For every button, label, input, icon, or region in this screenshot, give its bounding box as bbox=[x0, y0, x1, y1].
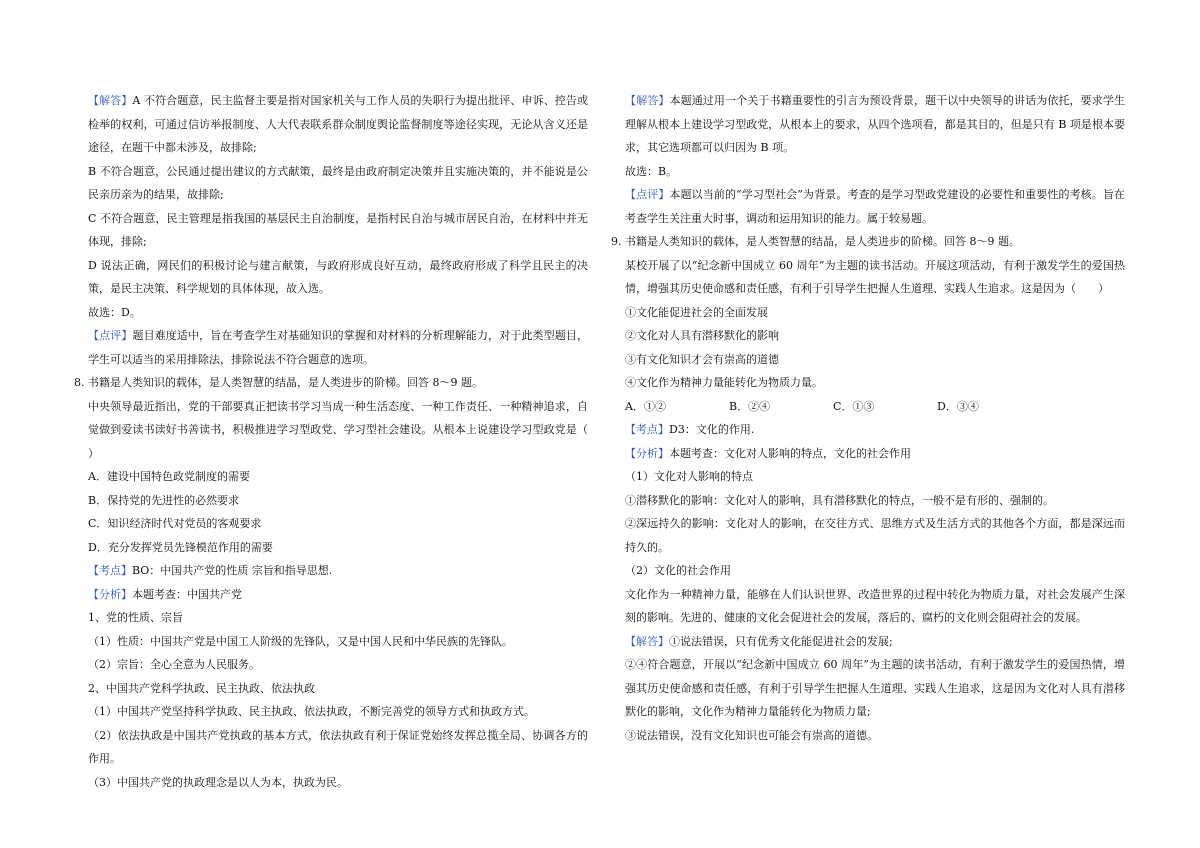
analysis-line: 2、中国共产党科学执政、民主执政、依法执政 bbox=[88, 681, 315, 695]
analysis-line: 1、党的性质、宗旨 bbox=[88, 611, 183, 624]
analysis-line: 文化作为一种精神力量，能够在人们认识世界、改造世界的过程中转化为物质力量，对社会发展产生深刻的影响。先进的、健康的文化会促进社会的发展，落后的、腐朽的文化则会阻碍社会的发展。 bbox=[625, 587, 1125, 624]
answer-option-c: C 不符合题意，民主管理是指我国的基层民主自治制度，是指村民自治与城市居民自治，在材料中并无体现，排除; bbox=[88, 211, 588, 248]
knowledge-text: BO：中国共产党的性质 宗旨和指导思想. bbox=[132, 564, 333, 577]
answer-paragraph bbox=[625, 630, 1125, 654]
knowledge-text: D3：文化的作用. bbox=[669, 423, 755, 436]
question-9-stem: 某校开展了以“纪念新中国成立 60 周年”为主题的读书活动。开展这项活动，有利于激发学生的爱国热情，增强其历史使命感和责任感，有利于引导学生把握人生道理、实践人生追求。这是因为（ ） bbox=[625, 258, 1125, 295]
option-c: C．①③ bbox=[833, 399, 875, 413]
analysis-paragraph bbox=[88, 583, 588, 607]
analysis-line: ②深远持久的影响：文化对人的影响，在交往方式、思维方式及生活方式的其他各个方面，都是深远而持久的。 bbox=[625, 517, 1125, 554]
comment-text: 本题以当前的“学习型社会”为背景。考查的是学习型政党建设的必要性和重要性的考核。旨在考查学生关注重大时事，调动和运用知识的能力。属于较易题。 bbox=[625, 188, 1125, 225]
question-8-stem: 中央领导最近指出，党的干部要真正把读书学习当成一种生活态度、一种工作责任、一种精神追求，自觉做到爱读书读好书善读书，积极推进学习型政党、学习型社会建设。从根本上说建设学习型政党是（ ） bbox=[88, 399, 610, 460]
answer-paragraph bbox=[88, 89, 588, 160]
answer-text: ①说法错误，只有优秀文化能促进社会的发展; bbox=[669, 634, 893, 648]
question-text: 书籍是人类知识的载体，是人类智慧的结晶，是人类进步的阶梯。回答 8～9 题。 bbox=[625, 235, 1020, 248]
answer-text: A 不符合题意，民主监督主要是指对国家机关与工作人员的失职行为提出批评、申诉、控告或检举的权利，可通过信访举报制度、人大代表联系群众制度舆论监督制度等途径实现，无论从含义还是途径，在题干中都未涉及，故排除; bbox=[88, 94, 589, 154]
right-column bbox=[611, 89, 1126, 747]
analysis-tag: 【分析】 bbox=[625, 446, 669, 460]
left-column bbox=[74, 89, 610, 794]
question-9-item: ①文化能促进社会的全面发展 bbox=[625, 305, 768, 319]
answer-tag: 【解答】 bbox=[625, 634, 669, 648]
comment-tag: 【点评】 bbox=[625, 188, 670, 201]
comment-paragraph bbox=[625, 183, 1125, 230]
answer-tag: 【解答】 bbox=[88, 94, 133, 107]
analysis-paragraph bbox=[625, 442, 1125, 466]
analysis-line: （1）文化对人影响的特点 bbox=[625, 470, 753, 483]
knowledge-tag: 【考点】 bbox=[625, 423, 669, 436]
question-9-item: ③有文化知识才会有崇高的道德 bbox=[625, 352, 779, 366]
question-8-option-b: B．保持党的先进性的必然要求 bbox=[88, 493, 240, 507]
knowledge-point bbox=[625, 418, 1125, 442]
question-8-title bbox=[74, 371, 588, 395]
question-8-option-d: D．充分发挥党员先锋模范作用的需要 bbox=[88, 540, 273, 554]
answer-tag: 【解答】 bbox=[625, 94, 670, 107]
analysis-line: （1）性质：中国共产党是中国工人阶级的先锋队，又是中国人民和中华民族的先锋队。 bbox=[88, 634, 513, 648]
question-text: 书籍是人类知识的载体，是人类智慧的结晶，是人类进步的阶梯。回答 8～9 题。 bbox=[88, 376, 483, 389]
answer-option-d: D 说法正确，网民们的积极讨论与建言献策，与政府形成良好互动，最终政府形成了科学且民主的决策，是民主决策、科学规划的具体体现，故入选。 bbox=[88, 258, 588, 295]
answer-line: ③说法错误，没有文化知识也可能会有崇高的道德。 bbox=[625, 728, 878, 742]
answer-choice: 故选：D。 bbox=[88, 305, 141, 319]
question-9-title bbox=[611, 230, 1125, 254]
option-b: B．②④ bbox=[729, 399, 771, 413]
analysis-line: （1）中国共产党坚持科学执政、民主执政、依法执政，不断完善党的领导方式和执政方式。 bbox=[88, 705, 535, 718]
analysis-text: 本题考查：文化对人影响的特点，文化的社会作用 bbox=[669, 446, 911, 460]
question-9-item: ②文化对人具有潜移默化的影响 bbox=[625, 329, 779, 342]
knowledge-point bbox=[88, 559, 588, 583]
answer-choice: 故选：B。 bbox=[625, 164, 678, 178]
answer-paragraph bbox=[625, 89, 1125, 160]
answer-line: ②④符合题意，开展以“纪念新中国成立 60 周年”为主题的读书活动，有利于激发学生的爱国热情，增强其历史使命感和责任感，有利于引导学生把握人生道理、实践人生追求，这是因为文化对人具有潜移默化的影响，文化作为精神力量能转化为物质力量; bbox=[625, 658, 1125, 718]
comment-paragraph bbox=[88, 324, 588, 371]
analysis-line: （2）依法执政是中国共产党执政的基本方式，依法执政有利于保证党始终发挥总揽全局、协调各方的作用。 bbox=[88, 728, 588, 765]
question-8-option-a: A．建设中国特色政党制度的需要 bbox=[88, 470, 250, 483]
comment-tag: 【点评】 bbox=[88, 329, 133, 342]
answer-text: 本题通过用一个关于书籍重要性的引言为预设背景，题干以中央领导的讲话为依托，要求学生理解从根本上建设学习型政党，从根本上的要求，从四个选项看，都是其目的，但是只有 B 项是根本要求，其它选项都可以归因为 B 项。 bbox=[625, 94, 1126, 154]
analysis-line: （3）中国共产党的执政理念是以人为本，执政为民。 bbox=[88, 775, 348, 789]
option-a: A．①② bbox=[625, 399, 666, 413]
question-number: 8. bbox=[74, 376, 85, 389]
analysis-line: （2）文化的社会作用 bbox=[625, 564, 731, 577]
question-number: 9. bbox=[611, 235, 622, 248]
analysis-line: （2）宗旨：全心全意为人民服务。 bbox=[88, 658, 260, 671]
question-9-item: ④文化作为精神力量能转化为物质力量。 bbox=[625, 376, 823, 389]
analysis-line: ①潜移默化的影响：文化对人的影响，具有潜移默化的特点，一般不是有形的、强制的。 bbox=[625, 493, 1054, 507]
analysis-tag: 【分析】 bbox=[88, 587, 132, 601]
analysis-text: 本题考查：中国共产党 bbox=[132, 587, 242, 601]
answer-option-b: B 不符合题意，公民通过提出建议的方式献策，最终是由政府制定决策并且实施决策的，并不能说是公民亲历亲为的结果，故排除; bbox=[88, 164, 588, 201]
question-8-option-c: C．知识经济时代对党员的客观要求 bbox=[88, 517, 262, 530]
question-9-options bbox=[625, 395, 1125, 419]
option-d: D．③④ bbox=[937, 399, 979, 413]
comment-text: 题目难度适中，旨在考查学生对基础知识的掌握和对材料的分析理解能力，对于此类型题目，学生可以适当的采用排除法，排除说法不符合题意的选项。 bbox=[88, 329, 589, 366]
knowledge-tag: 【考点】 bbox=[88, 564, 132, 577]
